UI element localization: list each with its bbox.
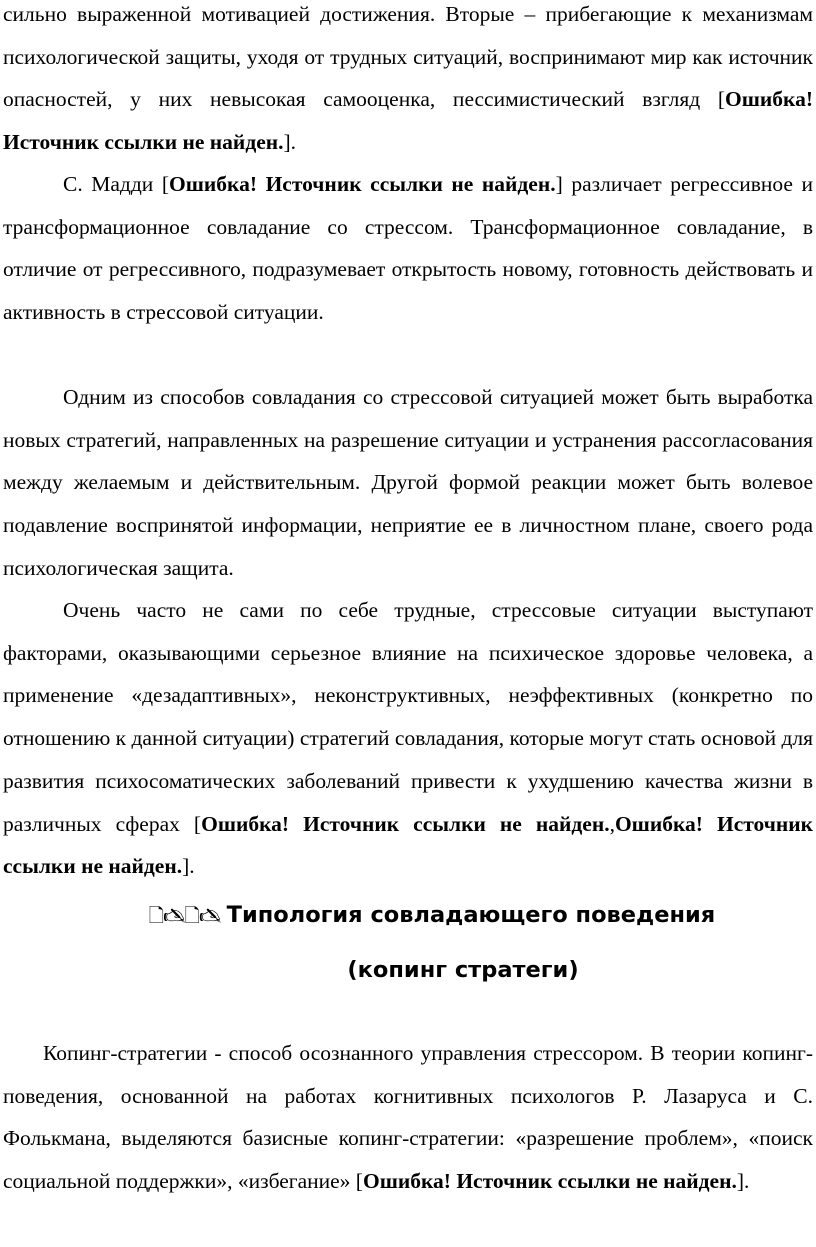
reference-separator: , — [609, 811, 615, 836]
heading-number-glyphs: 🗋🖎🗋🖎 — [148, 905, 221, 927]
paragraph-text: ] различает регрессивное и трансформационное совладание со стрессом. Трансформационное совладание, в отличие от регрессивного, подразумевает открытость новому, готовность действовать и активность в стрессовой ситуации. — [3, 172, 813, 325]
paragraph-achievement-motivation — [3, 0, 813, 164]
broken-reference[interactable]: Ошибка! Источник ссылки не найден. — [201, 811, 610, 836]
paragraph-text: Копинг-стратегии - способ осознанного управления стрессором. В теории копинг-поведения, основанной на работах когнитивных психологов Р. Лазаруса и С. Фолькмана, выделяются базисные копинг-стратегии: «разрешение проблем», «поиск социальной поддержки», «избегание» [ — [3, 1041, 813, 1194]
paragraph-text: сильно выраженной мотивацией достижения. Вторые – прибегающие к механизмам психологической защиты, уходя от трудных ситуаций, воспринимают мир как источник опасностей, у них невысокая самооценка, пессимистический взгляд [ — [3, 2, 813, 112]
heading-line-2: (копинг стратеги) — [347, 957, 579, 983]
paragraph-maddi — [3, 163, 813, 334]
broken-reference[interactable]: Ошибка! Источник ссылки не найден. — [3, 811, 813, 879]
paragraph-end: ]. — [182, 854, 195, 879]
broken-reference[interactable]: Ошибка! Источник ссылки не найден. — [169, 172, 556, 196]
paragraph-coping-definition — [3, 1032, 813, 1203]
section-heading — [0, 902, 816, 934]
broken-reference[interactable]: Ошибка! Источник ссылки не найден. — [3, 87, 813, 155]
paragraph-maladaptive-strategies — [3, 589, 813, 888]
paragraph-end: ]. — [283, 130, 297, 155]
paragraph-text: Одним из способов совладания со стрессовой ситуацией может быть выработка новых стратегий, направленных на разрешение ситуации и устранения рассогласования между желаемым и действительным. Другой формой реакции может быть волевое подавление воспринятой информации, неприятие ее в личностном плане, своего рода психологическая защита. — [3, 385, 813, 580]
heading-line-1: Типология совладающего поведения — [226, 902, 716, 928]
paragraph-text: Очень часто не сами по себе трудные, стрессовые ситуации выступают факторами, оказывающими серьезное влияние на психическое здоровье человека, а применение «дезадаптивных», неконструктивных, неэффективных (конкретно по отношению к данной ситуации) стратегий совладания, которые могут стать основой для развития психосоматических заболеваний привести к ухудшению качества жизни в различных сферах [ — [3, 598, 814, 836]
paragraph-start: С. Мадди [ — [63, 172, 170, 196]
paragraph-coping-methods — [3, 376, 813, 590]
section-heading-continued — [0, 957, 816, 983]
paragraph-end: ]. — [736, 1169, 750, 1194]
broken-reference[interactable]: Ошибка! Источник ссылки не найден. — [362, 1169, 737, 1194]
